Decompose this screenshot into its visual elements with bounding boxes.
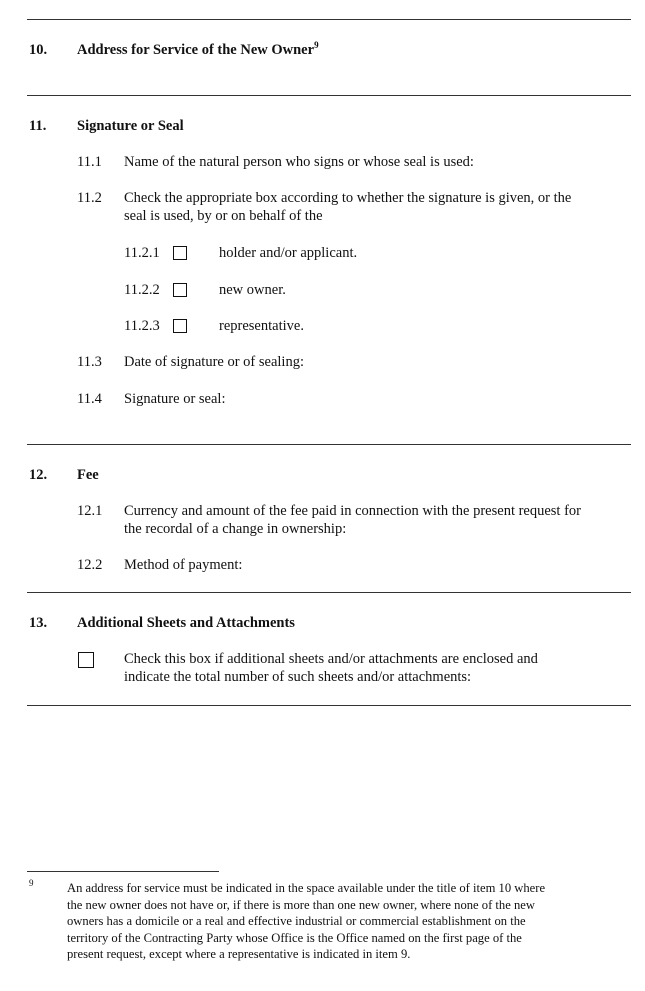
option-11-2-3-number: 11.2.3 xyxy=(124,318,160,334)
footnote-mark: 9 xyxy=(29,878,34,888)
item-12-2-text: Method of payment: xyxy=(124,557,243,573)
item-12-1-text xyxy=(124,502,581,538)
footnote-ref-9[interactable]: 9 xyxy=(314,40,319,51)
option-11-2-1-checkbox[interactable] xyxy=(173,246,187,260)
rule-after-12 xyxy=(27,592,631,593)
item-12-1-number: 12.1 xyxy=(77,503,103,519)
additional-sheets-checkbox[interactable] xyxy=(78,652,94,668)
footnote-line-5: present request, except where a representative is indicated in item 9. xyxy=(67,947,411,961)
option-11-2-1-number: 11.2.1 xyxy=(124,245,160,261)
footnote-line-3: owners has a domicile or a real and effective industrial or commercial establishment on the xyxy=(67,914,526,928)
footnote-line-2: the new owner does not have or, if there is more than one new owner, where none of the new xyxy=(67,897,535,912)
section-10-title-text: Address for Service of the New Owner xyxy=(77,42,315,58)
section-11-title: Signature or Seal xyxy=(77,118,184,134)
section-13-title: Additional Sheets and Attachments xyxy=(77,615,295,631)
rule-after-13 xyxy=(27,705,631,706)
footnote-separator xyxy=(27,871,219,872)
item-11-2-line-1: Check the appropriate box according to whether the signature is given, or the xyxy=(124,190,572,206)
option-11-2-1-label: holder and/or applicant. xyxy=(219,245,358,261)
item-11-4-text: Signature or seal: xyxy=(124,391,226,407)
item-11-3-number: 11.3 xyxy=(77,354,102,370)
footnote-text xyxy=(67,880,545,963)
section-10-number: 10. xyxy=(29,42,48,58)
section-12-number: 12. xyxy=(29,467,48,483)
option-11-2-3-label: representative. xyxy=(219,318,304,334)
item-11-1-text: Name of the natural person who signs or whose seal is used: xyxy=(124,154,474,170)
rule-after-11 xyxy=(27,444,631,445)
section-13-number: 13. xyxy=(29,615,48,631)
item-12-2-number: 12.2 xyxy=(77,557,103,573)
rule-after-10 xyxy=(27,95,631,96)
option-11-2-3-checkbox[interactable] xyxy=(173,319,187,333)
item-11-2-line-2: seal is used, by or on behalf of the xyxy=(124,208,323,224)
item-11-2-text xyxy=(124,189,571,225)
footnote-line-1: An address for service must be indicated in the space available under the title of item 10 where xyxy=(67,881,546,895)
item-11-3-text: Date of signature or of sealing: xyxy=(124,354,304,370)
item-12-1-line-1: Currency and amount of the fee paid in connection with the present request for xyxy=(124,503,581,519)
option-11-2-2-checkbox[interactable] xyxy=(173,283,187,297)
footnote-line-4: territory of the Contracting Party whose Office is the Office named on the first page of the xyxy=(67,930,522,945)
rule-top xyxy=(27,19,631,20)
option-11-2-2-label: new owner. xyxy=(219,282,286,298)
section-13-line-2: indicate the total number of such sheets and/or attachments: xyxy=(124,669,472,685)
section-11-number: 11. xyxy=(29,118,47,134)
item-11-4-number: 11.4 xyxy=(77,391,102,407)
item-11-2-number: 11.2 xyxy=(77,190,102,206)
section-12-title: Fee xyxy=(77,467,99,483)
section-13-text xyxy=(124,650,538,686)
section-13-line-1: Check this box if additional sheets and/or attachments are enclosed and xyxy=(124,651,538,667)
option-11-2-2-number: 11.2.2 xyxy=(124,282,160,298)
item-12-1-line-2: the recordal of a change in ownership: xyxy=(124,521,347,537)
item-11-1-number: 11.1 xyxy=(77,154,102,170)
section-10-title xyxy=(77,42,319,59)
